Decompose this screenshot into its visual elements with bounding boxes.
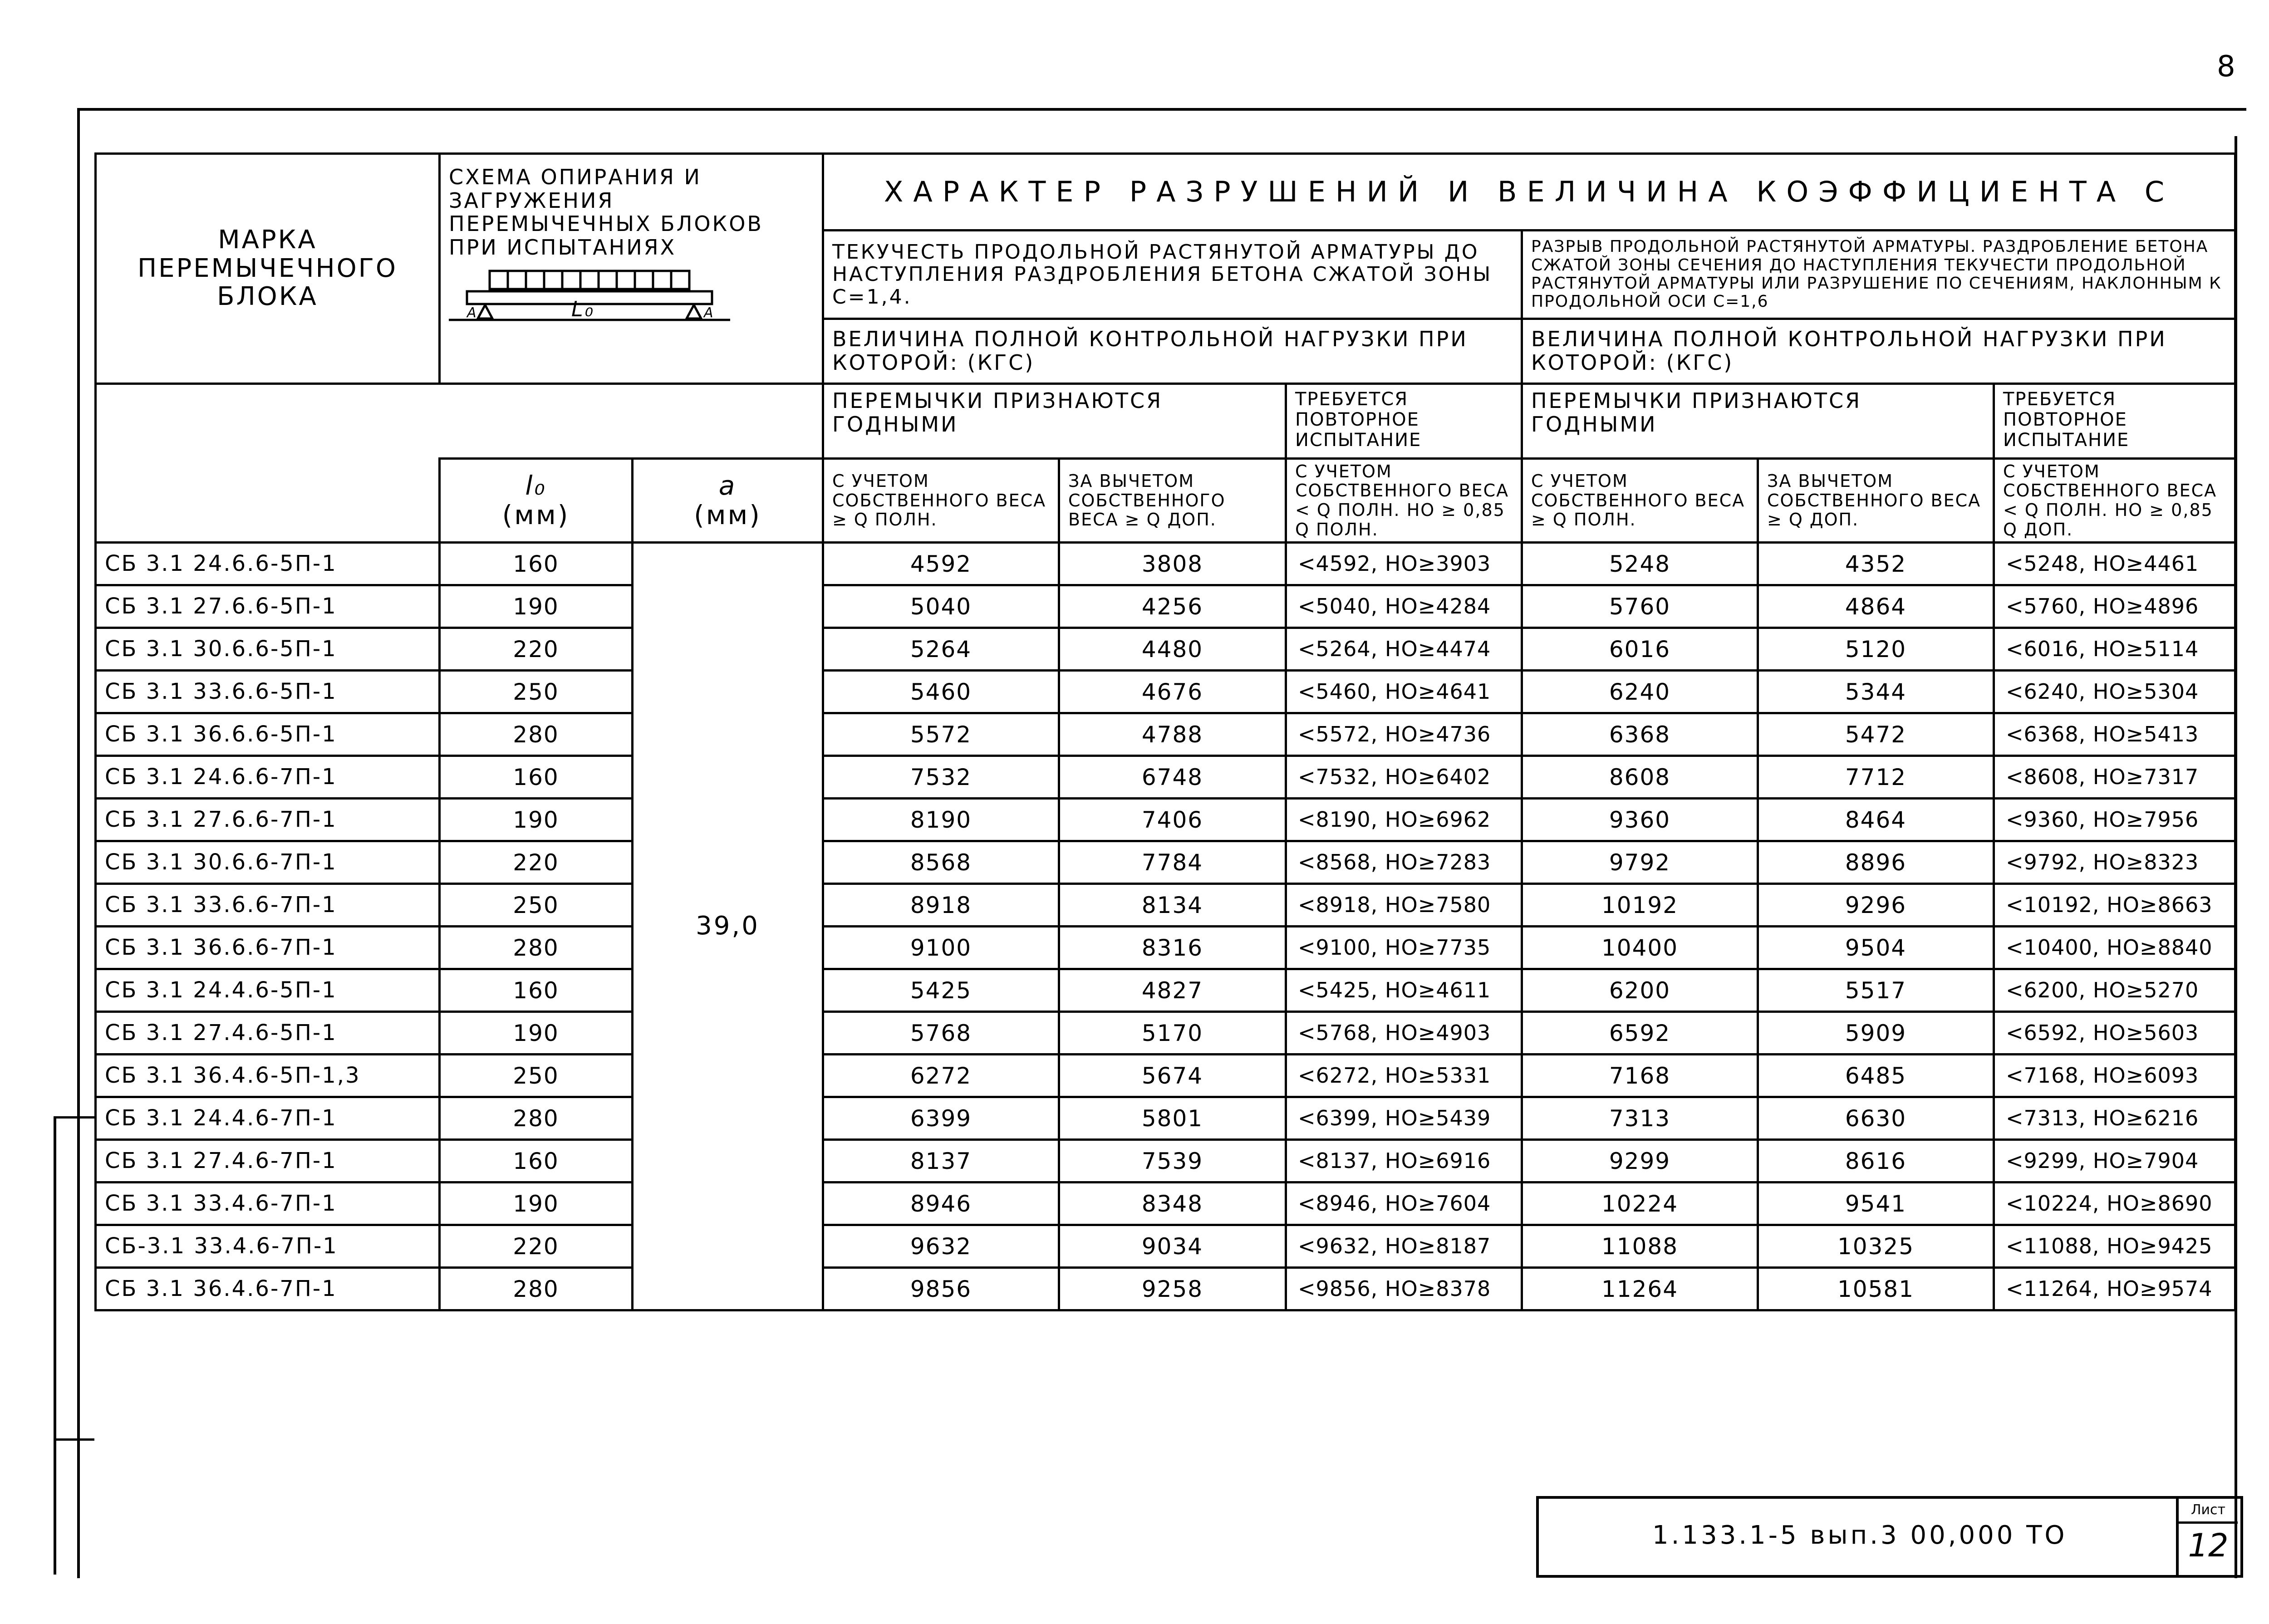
mark-spacer-2: [96, 459, 440, 543]
load-minus-weight-c16: 5120: [1758, 628, 1994, 671]
retest-range-c16: <5760, НО≥4896: [1994, 585, 2235, 628]
load-with-weight-c14: 5425: [823, 969, 1059, 1012]
load-minus-weight-c14: 4480: [1059, 628, 1286, 671]
table-row: [96, 1225, 2235, 1268]
l0-value: 280: [440, 1097, 633, 1140]
load-minus-weight-c16: 10325: [1758, 1225, 1994, 1268]
load-with-weight-c16: 8608: [1522, 756, 1758, 799]
block-mark: СБ 3.1 24.4.6-5П-1: [96, 969, 440, 1012]
load-with-weight-c16: 7313: [1522, 1097, 1758, 1140]
l0-value: 250: [440, 1055, 633, 1097]
load-with-weight-c16: 9792: [1522, 841, 1758, 884]
load-with-weight-c14: 5768: [823, 1012, 1059, 1055]
load-minus-weight-c16: 9296: [1758, 884, 1994, 927]
table-row: [96, 1268, 2235, 1310]
table-row: [96, 927, 2235, 969]
table-row: [96, 1140, 2235, 1182]
block-mark: СБ 3.1 33.6.6-5П-1: [96, 671, 440, 713]
load-with-weight-c14: 9856: [823, 1268, 1059, 1310]
load-with-weight-c16: 10192: [1522, 884, 1758, 927]
l0-value: 160: [440, 1140, 633, 1182]
retest-range-c16: <7313, НО≥6216: [1994, 1097, 2235, 1140]
load-minus-weight-c16: 8896: [1758, 841, 1994, 884]
l0-value: 280: [440, 927, 633, 969]
table-row: [96, 585, 2235, 628]
retest-range-c14: <8946, НО≥7604: [1286, 1182, 1522, 1225]
table-row: [96, 671, 2235, 713]
a-symbol: a: [718, 470, 737, 501]
table-row: [96, 628, 2235, 671]
block-mark: СБ 3.1 24.6.6-7П-1: [96, 756, 440, 799]
load-minus-weight-c14: 5801: [1059, 1097, 1286, 1140]
block-mark: СБ 3.1 33.6.6-7П-1: [96, 884, 440, 927]
block-mark: СБ-3.1 33.4.6-7П-1: [96, 1225, 440, 1268]
scheme-header-text: СХЕМА ОПИРАНИЯ И ЗАГРУЖЕНИЯ ПЕРЕМЫЧЕЧНЫХ БЛОКОВ ПРИ ИСПЫТАНИЯХ: [449, 165, 763, 260]
l0-value: 160: [440, 969, 633, 1012]
mark-header: МАРКА ПЕРЕМЫЧЕЧНОГО БЛОКА: [96, 154, 440, 384]
table-row: [96, 841, 2235, 884]
scheme-a-right-label: a: [704, 305, 715, 321]
load-with-weight-c14: 8918: [823, 884, 1059, 927]
retest-condition-header-c14: С УЧЕТОМ СОБСТВЕННОГО ВЕСА < Q ПОЛН. НО ≥ 0,85 Q ПОЛН.: [1286, 459, 1522, 543]
load-minus-weight-c14: 6748: [1059, 756, 1286, 799]
l0-value: 160: [440, 756, 633, 799]
rupture-failure-description: РАЗРЫВ ПРОДОЛЬНОЙ РАСТЯНУТОЙ АРМАТУРЫ. РАЗДРОБЛЕНИЕ БЕТОНА СЖАТОЙ ЗОНЫ СЕЧЕНИЯ ДО НАСТУПЛЕНИЯ ТЕКУЧЕСТИ ПРОДОЛЬНОЙ РАСТЯНУТОЙ АРМАТУРЫ ИЛИ РАЗРУШЕНИЕ ПО СЕЧЕНИЯМ, НАКЛОННЫМ К ПРОДОЛЬНОЙ ОСИ С=1,6: [1522, 231, 2235, 319]
block-mark: СБ 3.1 30.6.6-5П-1: [96, 628, 440, 671]
l0-value: 280: [440, 1268, 633, 1310]
l0-symbol: l₀: [525, 470, 547, 501]
block-mark: СБ 3.1 36.6.6-7П-1: [96, 927, 440, 969]
retest-range-c16: <10224, НО≥8690: [1994, 1182, 2235, 1225]
yield-failure-description: ТЕКУЧЕСТЬ ПРОДОЛЬНОЙ РАСТЯНУТОЙ АРМАТУРЫ ДО НАСТУПЛЕНИЯ РАЗДРОБЛЕНИЯ БЕТОНА СЖАТОЙ ЗОНЫ С=1,4.: [823, 231, 1522, 319]
load-minus-weight-c16: 6630: [1758, 1097, 1994, 1140]
retest-header-c16: ТРЕБУЕТСЯ ПОВТОРНОЕ ИСПЫТАНИЕ: [1994, 384, 2235, 459]
load-minus-weight-c14: 3808: [1059, 543, 1286, 585]
table-row: [96, 884, 2235, 927]
minus-weight-header-c16: ЗА ВЫЧЕТОМ СОБСТВЕННОГО ВЕСА ≥ Q ДОП.: [1758, 459, 1994, 543]
retest-range-c16: <11088, НО≥9425: [1994, 1225, 2235, 1268]
retest-range-c14: <5768, НО≥4903: [1286, 1012, 1522, 1055]
load-with-weight-c16: 5248: [1522, 543, 1758, 585]
load-with-weight-c14: 7532: [823, 756, 1059, 799]
l0-header: [440, 459, 633, 543]
table-row: [96, 1182, 2235, 1225]
load-with-weight-c16: 9360: [1522, 799, 1758, 841]
retest-range-c14: <7532, НО≥6402: [1286, 756, 1522, 799]
load-minus-weight-c16: 5472: [1758, 713, 1994, 756]
block-mark: СБ 3.1 27.4.6-7П-1: [96, 1140, 440, 1182]
retest-condition-header-c16: С УЧЕТОМ СОБСТВЕННОГО ВЕСА < Q ПОЛН. НО ≥ 0,85 Q ДОП.: [1994, 459, 2235, 543]
load-minus-weight-c16: 9504: [1758, 927, 1994, 969]
test-results-table: [94, 152, 2236, 1311]
load-with-weight-c16: 5760: [1522, 585, 1758, 628]
load-minus-weight-c14: 7406: [1059, 799, 1286, 841]
load-minus-weight-c16: 4352: [1758, 543, 1994, 585]
load-minus-weight-c16: 5517: [1758, 969, 1994, 1012]
load-minus-weight-c14: 5674: [1059, 1055, 1286, 1097]
load-minus-weight-c16: 4864: [1758, 585, 1994, 628]
document-code: 1.133.1-5 вып.3 00,000 ТО: [1652, 1521, 2068, 1550]
l0-value: 220: [440, 1225, 633, 1268]
control-load-header-c16: ВЕЛИЧИНА ПОЛНОЙ КОНТРОЛЬНОЙ НАГРУЗКИ ПРИ КОТОРОЙ: (КГС): [1522, 319, 2235, 384]
retest-range-c16: <11264, НО≥9574: [1994, 1268, 2235, 1310]
retest-range-c16: <8608, НО≥7317: [1994, 756, 2235, 799]
load-with-weight-c16: 11264: [1522, 1268, 1758, 1310]
load-minus-weight-c16: 9541: [1758, 1182, 1994, 1225]
scheme-a-left-label: a: [467, 305, 478, 321]
title-block-stamp: [1536, 1496, 2243, 1578]
load-minus-weight-c16: 7712: [1758, 756, 1994, 799]
retest-range-c14: <4592, НО≥3903: [1286, 543, 1522, 585]
block-mark: СБ 3.1 27.6.6-7П-1: [96, 799, 440, 841]
with-weight-header-c16: С УЧЕТОМ СОБСТВЕННОГО ВЕСА ≥ Q ПОЛН.: [1522, 459, 1758, 543]
retest-range-c14: <5460, НО≥4641: [1286, 671, 1522, 713]
accepted-header-c16: ПЕРЕМЫЧКИ ПРИЗНАЮТСЯ ГОДНЫМИ: [1522, 384, 1994, 459]
a-value: 39,0: [633, 543, 823, 1310]
retest-range-c14: <5040, НО≥4284: [1286, 585, 1522, 628]
retest-range-c16: <10400, НО≥8840: [1994, 927, 2235, 969]
block-mark: СБ 3.1 33.4.6-7П-1: [96, 1182, 440, 1225]
retest-range-c16: <6240, НО≥5304: [1994, 671, 2235, 713]
l0-value: 220: [440, 628, 633, 671]
l0-value: 280: [440, 713, 633, 756]
load-with-weight-c14: 8137: [823, 1140, 1059, 1182]
sheet-box: [2176, 1499, 2240, 1578]
load-minus-weight-c16: 8616: [1758, 1140, 1994, 1182]
l0-value: 250: [440, 884, 633, 927]
table-row: [96, 799, 2235, 841]
retest-range-c16: <6592, НО≥5603: [1994, 1012, 2235, 1055]
retest-range-c14: <6399, НО≥5439: [1286, 1097, 1522, 1140]
load-minus-weight-c14: 4788: [1059, 713, 1286, 756]
l0-value: 190: [440, 585, 633, 628]
load-with-weight-c14: 9100: [823, 927, 1059, 969]
load-with-weight-c16: 6368: [1522, 713, 1758, 756]
minus-weight-header-c14: ЗА ВЫЧЕТОМ СОБСТВЕННОГО ВЕСА ≥ Q ДОП.: [1059, 459, 1286, 543]
table-row: [96, 1097, 2235, 1140]
sheet-label: Лист: [2179, 1499, 2238, 1524]
table-row: [96, 543, 2235, 585]
block-mark: СБ 3.1 36.4.6-7П-1: [96, 1268, 440, 1310]
page-number: 8: [2217, 50, 2235, 83]
load-minus-weight-c16: 5909: [1758, 1012, 1994, 1055]
load-with-weight-c14: 5572: [823, 713, 1059, 756]
load-with-weight-c14: 8190: [823, 799, 1059, 841]
load-with-weight-c16: 10224: [1522, 1182, 1758, 1225]
load-with-weight-c16: 6240: [1522, 671, 1758, 713]
load-with-weight-c14: 5264: [823, 628, 1059, 671]
load-with-weight-c16: 11088: [1522, 1225, 1758, 1268]
retest-range-c14: <9632, НО≥8187: [1286, 1225, 1522, 1268]
retest-header-c14: ТРЕБУЕТСЯ ПОВТОРНОЕ ИСПЫТАНИЕ: [1286, 384, 1522, 459]
l0-unit: (мм): [502, 500, 570, 530]
load-minus-weight-c14: 8348: [1059, 1182, 1286, 1225]
control-load-header-c14: ВЕЛИЧИНА ПОЛНОЙ КОНТРОЛЬНОЙ НАГРУЗКИ ПРИ КОТОРОЙ: (КГС): [823, 319, 1522, 384]
l0-value: 190: [440, 1182, 633, 1225]
table-row: [96, 1055, 2235, 1097]
retest-range-c14: <9856, НО≥8378: [1286, 1268, 1522, 1310]
a-unit: (мм): [694, 500, 761, 530]
load-minus-weight-c14: 4256: [1059, 585, 1286, 628]
load-with-weight-c16: 6016: [1522, 628, 1758, 671]
load-minus-weight-c16: 8464: [1758, 799, 1994, 841]
retest-range-c14: <5572, НО≥4736: [1286, 713, 1522, 756]
load-minus-weight-c16: 10581: [1758, 1268, 1994, 1310]
load-minus-weight-c14: 9034: [1059, 1225, 1286, 1268]
load-with-weight-c14: 4592: [823, 543, 1059, 585]
retest-range-c14: <5264, НО≥4474: [1286, 628, 1522, 671]
margin-tick-1: [54, 1116, 94, 1119]
load-with-weight-c14: 6272: [823, 1055, 1059, 1097]
retest-range-c16: <6200, НО≥5270: [1994, 969, 2235, 1012]
load-minus-weight-c14: 4676: [1059, 671, 1286, 713]
load-with-weight-c16: 7168: [1522, 1055, 1758, 1097]
load-with-weight-c14: 8946: [823, 1182, 1059, 1225]
mark-spacer: [96, 384, 823, 459]
accepted-header-c14: ПЕРЕМЫЧКИ ПРИЗНАЮТСЯ ГОДНЫМИ: [823, 384, 1286, 459]
load-minus-weight-c14: 9258: [1059, 1268, 1286, 1310]
scheme-l0-label: l₀: [571, 297, 595, 322]
retest-range-c14: <8137, НО≥6916: [1286, 1140, 1522, 1182]
load-with-weight-c14: 5460: [823, 671, 1059, 713]
block-mark: СБ 3.1 30.6.6-7П-1: [96, 841, 440, 884]
load-with-weight-c16: 10400: [1522, 927, 1758, 969]
retest-range-c14: <5425, НО≥4611: [1286, 969, 1522, 1012]
load-with-weight-c14: 6399: [823, 1097, 1059, 1140]
failure-character-title: ХАРАКТЕР РАЗРУШЕНИЙ И ВЕЛИЧИНА КОЭФФИЦИЕНТА С: [823, 154, 2235, 231]
a-header: [633, 459, 823, 543]
load-with-weight-c16: 6200: [1522, 969, 1758, 1012]
top-border-line: [77, 108, 2246, 111]
retest-range-c16: <7168, НО≥6093: [1994, 1055, 2235, 1097]
load-with-weight-c16: 6592: [1522, 1012, 1758, 1055]
scheme-header: [440, 154, 823, 384]
l0-value: 190: [440, 1012, 633, 1055]
load-with-weight-c14: 8568: [823, 841, 1059, 884]
block-mark: СБ 3.1 36.4.6-5П-1,3: [96, 1055, 440, 1097]
block-mark: СБ 3.1 24.6.6-5П-1: [96, 543, 440, 585]
table-row: [96, 756, 2235, 799]
retest-range-c16: <6016, НО≥5114: [1994, 628, 2235, 671]
table-row: [96, 1012, 2235, 1055]
load-minus-weight-c16: 6485: [1758, 1055, 1994, 1097]
retest-range-c16: <9299, НО≥7904: [1994, 1140, 2235, 1182]
l0-value: 220: [440, 841, 633, 884]
block-mark: СБ 3.1 27.4.6-5П-1: [96, 1012, 440, 1055]
sheet-number: 12: [2188, 1527, 2229, 1564]
l0-value: 160: [440, 543, 633, 585]
load-with-weight-c16: 9299: [1522, 1140, 1758, 1182]
retest-range-c14: <8918, НО≥7580: [1286, 884, 1522, 927]
with-weight-header-c14: С УЧЕТОМ СОБСТВЕННОГО ВЕСА ≥ Q ПОЛН.: [823, 459, 1059, 543]
retest-range-c16: <10192, НО≥8663: [1994, 884, 2235, 927]
retest-range-c16: <9360, НО≥7956: [1994, 799, 2235, 841]
table-row: [96, 713, 2235, 756]
margin-tick-2: [54, 1438, 94, 1441]
retest-range-c14: <8568, НО≥7283: [1286, 841, 1522, 884]
retest-range-c16: <6368, НО≥5413: [1994, 713, 2235, 756]
l0-value: 190: [440, 799, 633, 841]
loading-scheme-diagram: [449, 266, 730, 325]
load-minus-weight-c14: 8316: [1059, 927, 1286, 969]
load-with-weight-c14: 5040: [823, 585, 1059, 628]
load-minus-weight-c14: 4827: [1059, 969, 1286, 1012]
load-minus-weight-c14: 7784: [1059, 841, 1286, 884]
load-minus-weight-c14: 8134: [1059, 884, 1286, 927]
load-minus-weight-c14: 7539: [1059, 1140, 1286, 1182]
retest-range-c14: <9100, НО≥7735: [1286, 927, 1522, 969]
retest-range-c14: <8190, НО≥6962: [1286, 799, 1522, 841]
load-minus-weight-c16: 5344: [1758, 671, 1994, 713]
retest-range-c16: <9792, НО≥8323: [1994, 841, 2235, 884]
block-mark: СБ 3.1 24.4.6-7П-1: [96, 1097, 440, 1140]
block-mark: СБ 3.1 36.6.6-5П-1: [96, 713, 440, 756]
retest-range-c14: <6272, НО≥5331: [1286, 1055, 1522, 1097]
left-border-line: [77, 108, 80, 1578]
block-mark: СБ 3.1 27.6.6-5П-1: [96, 585, 440, 628]
l0-value: 250: [440, 671, 633, 713]
table-row: [96, 969, 2235, 1012]
retest-range-c16: <5248, НО≥4461: [1994, 543, 2235, 585]
left-margin-line: [54, 1116, 56, 1575]
load-minus-weight-c14: 5170: [1059, 1012, 1286, 1055]
load-with-weight-c14: 9632: [823, 1225, 1059, 1268]
